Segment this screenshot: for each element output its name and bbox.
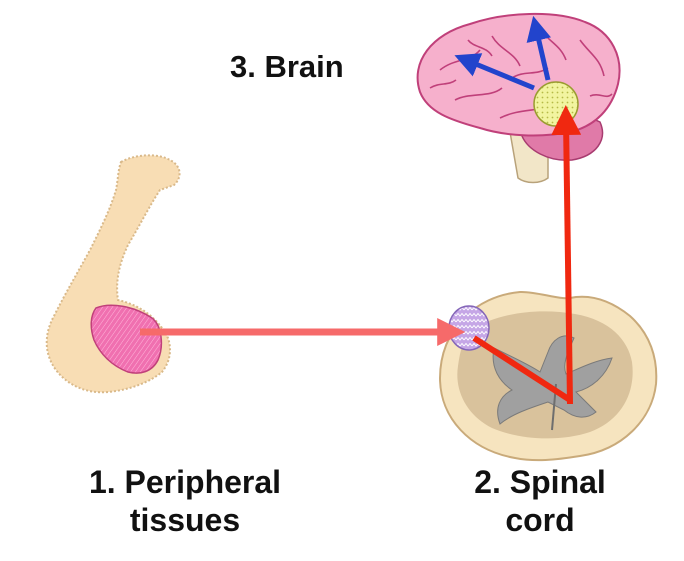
spinal-label-line2: cord xyxy=(505,502,575,538)
spinal-label-line1: 2. Spinal xyxy=(474,464,606,500)
brain-icon xyxy=(418,14,620,183)
peripheral-label-line2: tissues xyxy=(129,502,241,538)
spinal-cord-cross-section-icon xyxy=(440,292,656,460)
spinal-cord-label xyxy=(440,463,640,539)
arm-icon xyxy=(47,155,180,392)
brain-label-text: 3. Brain xyxy=(230,49,344,84)
peripheral-tissues-label xyxy=(60,463,310,539)
brain-label xyxy=(230,48,400,86)
thalamus xyxy=(534,82,578,126)
ascending-tract-arrow xyxy=(566,120,570,404)
peripheral-label-line1: 1. Peripheral xyxy=(88,464,282,500)
